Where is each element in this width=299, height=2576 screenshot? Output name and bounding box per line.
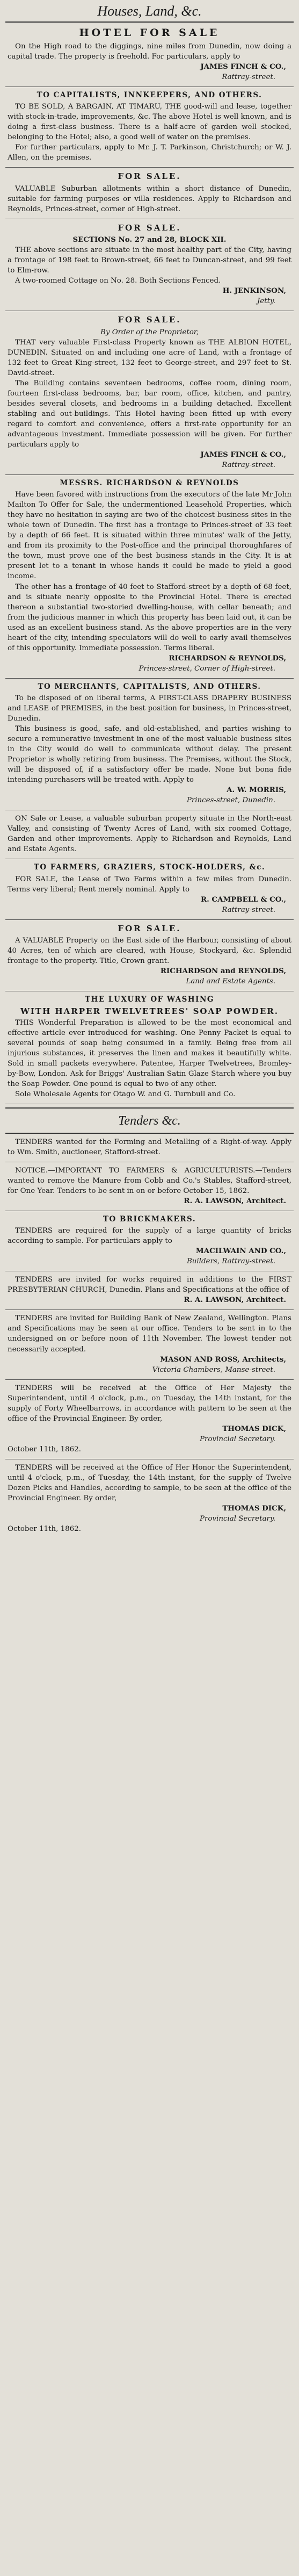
ad-body-2: This business is good, safe, and old-established, and parties wishing to secure a remunerative investment in one of the most valuable business sites in the City would do well to communicate without delay. The present Proprietor is wholly retiring from business. The Premises, without the Stock, will be disposed of, if a satisfactory offer be made. None but bona fide intending purchasers will be treated with. Apply to <box>8 725 291 785</box>
tender-body: TENDERS will be received at the Office of Her Honor the Superintendent, until 4 o'clock, p.m., of Tuesday, the 14th instant, for the supply of Twelve Dozen Picks and Handles, according to sample, to be seen at the office of the Provincial Engineer. By order, <box>8 1463 291 1502</box>
ad-body: VALUABLE Suburban allotments within a short distance of Dunedin, suitable for farming purposes or villa residences. Apply to Richardson and Reynolds, Princes-street, corner of High-street. <box>8 184 291 213</box>
tender-body: TENDERS are invited for Building Bank of New Zealand, Wellington. Plans and Specifications may be seen at our office. Tenders to be sent in to the undersigned on or before noon of 11th November. The lowest tender not necessarily accepted. <box>8 1314 291 1354</box>
ad-address: Jetty. <box>257 297 275 306</box>
tender-signature: THOMAS DICK, <box>222 1424 286 1433</box>
ad-subtitle: By Order of the Proprietor, <box>100 328 199 336</box>
ad-soap-powder <box>5 991 294 1104</box>
ad-title: MESSRS. RICHARDSON & REYNOLDS <box>60 479 239 488</box>
ad-body-2: A two-roomed Cottage on No. 28. Both Sections Fenced. <box>15 277 221 285</box>
ad-signature: RICHARDSON and REYNOLDS, <box>160 967 286 976</box>
ad-albion-hotel <box>5 311 294 475</box>
ad-body: Have been favored with instructions from the executors of the late Mr John Mailton To Offer for Sale, the undermentioned Leasehold Properties, which they have no hesitation in saying are two of the choicest business sites in the whole town of Dunedin. The first has a frontage to Princes-street of 33 feet by a depth of 66 feet. It is situated within three minutes' walk of the Jetty, and from its proximity to the Post-office and the principal thoroughfares of the town, must prove one of the best business stands in the City. It is at present let to a tenant in whose hands it could be made to yield a good income. <box>8 491 291 581</box>
ad-body: A VALUABLE Property on the East side of the Harbour, consisting of about 40 Acres, ten of which are cleared, with House, Stockyard, &c. Splendid frontage to the property. Title, Crown grant. <box>8 937 291 966</box>
ad-address: Rattray-street. <box>222 461 275 470</box>
column-heading: Houses, Land, &c. <box>5 0 294 23</box>
tender-signature: MACILWAIN AND CO., <box>195 1247 286 1256</box>
ad-body: TO BE SOLD, A BARGAIN, AT TIMARU, THE good-will and lease, together with stock-in-trade, improvements, &c. The above Hotel is well known, and is doing a first-class business. There is a half-acre of garden well stocked, belonging to the Hotel; also, a good well of water on the premises. <box>8 103 291 142</box>
ad-to-farmers <box>5 859 294 919</box>
ad-body-2: For further particulars, apply to Mr. J. T. Parkinson, Christchurch; or W. J. Allen, on the premises. <box>8 143 291 162</box>
ad-title: TO MERCHANTS, CAPITALISTS, AND OTHERS. <box>38 682 261 691</box>
ad-signature: JAMES FINCH & CO., <box>200 62 286 71</box>
ad-signature: A. W. MORRIS, <box>227 786 286 795</box>
tender-body: NOTICE.—IMPORTANT TO FARMERS & AGRICULTURISTS.—Tenders wanted to remove the Manure from Cobb and Co.'s Stables, Stafford-street, for One Year. Tenders to be sent in on or before October 15, 1862. <box>8 1166 291 1195</box>
ad-richardson-reynolds <box>5 475 294 679</box>
tender-title: TO BRICKMAKERS. <box>103 1215 196 1224</box>
ad-body: To be disposed of on liberal terms, A FIRST-CLASS DRAPERY BUSINESS and LEASE of PREMISES, in the best position for business, in Princes-street, Dunedin. <box>8 694 291 723</box>
ad-body: THE above sections are situate in the most healthy part of the City, having a frontage of 198 feet to Brown-street, 66 feet to Duncan-street, and 99 feet to Elm-row. <box>8 246 291 275</box>
tender-body: TENDERS will be received at the Office of Her Majesty the Superintendent, until 4 o'clock, p.m., on Tuesday, the 14th instant, for the supply of Forty Wheelbarrows, in accordance with pattern to be seen at the office of the Provincial Engineer. By order, <box>8 1384 291 1423</box>
ad-subtitle: SECTIONS No. 27 and 28, BLOCK XII. <box>72 235 227 244</box>
tender-date: October 11th, 1862. <box>8 1525 81 1534</box>
ad-body-2: The Building contains seventeen bedrooms, coffee room, dining room, fourteen first-class bedrooms, bar, bar room, office, kitchen, and pantry, besides several closets, and bedrooms in a building detached. Excellent stabling and out-buildings. This Hotel having been fitted up with every regard to comfort and convenience, offers a first-rate opportunity for an advantageous investment. Immediate possession will be given. For further particulars apply to <box>8 379 291 449</box>
tender-wheelbarrows <box>5 1380 294 1459</box>
ad-suburban-allotments <box>5 168 294 219</box>
tender-brickmakers <box>5 1211 294 1271</box>
tender-address: Builders, Rattray-street. <box>186 1257 275 1266</box>
tender-title-line: Provincial Secretary. <box>200 1435 275 1443</box>
tender-picks-handles <box>5 1459 294 1538</box>
ad-signature: JAMES FINCH & CO., <box>200 450 286 459</box>
tender-body: TENDERS are invited for works required in additions to the FIRST PRESBYTERIAN CHURCH, Dunedin. Plans and Specifications at the office of <box>8 1276 291 1294</box>
ad-signature: H. JENKINSON, <box>222 286 286 296</box>
tender-right-of-way <box>5 1134 294 1162</box>
ad-body: ON Sale or Lease, a valuable suburban property situate in the North-east Valley, and consisting of Twenty Acres of Land, with six roomed Cottage, Garden and other improvements. Apply to Richardson and Reynolds, Land and Estate Agents. <box>8 815 291 854</box>
tender-title-line: Provincial Secretary. <box>200 1514 275 1523</box>
ad-signature: RICHARDSON & REYNOLDS, <box>169 653 286 663</box>
ad-title: FOR SALE. <box>118 222 181 233</box>
ad-body-2: The other has a frontage of 40 feet to Stafford-street by a depth of 68 feet, and is situate nearly opposite to the Provincial Hotel. There is erected thereon a substantial two-storied dwelling-house, with cellar beneath; and from the judicious manner in which this property has been laid out, it can be used as an excellent business stand. As the above properties are in the very heart of the city, intending speculators will do well to early avail themselves of this opportunity. Immediate possession. Terms liberal. <box>8 582 291 652</box>
ad-title: FOR SALE. <box>118 315 181 325</box>
ad-to-capitalists <box>5 87 294 168</box>
tender-manure-removal <box>5 1162 294 1211</box>
ad-address: Princes-street, Dunedin. <box>186 796 275 805</box>
ad-on-sale-or-lease <box>5 810 294 859</box>
tender-signature: R. A. LAWSON, Architect. <box>184 1296 286 1305</box>
ad-title: FOR SALE. <box>118 171 181 182</box>
ad-sections-block-xii <box>5 219 294 312</box>
ad-address: Princes-street, Corner of High-street. <box>138 664 275 673</box>
tender-date: October 11th, 1862. <box>8 1445 81 1454</box>
ad-east-harbour-property <box>5 920 294 991</box>
ad-title: THE LUXURY OF WASHING <box>85 995 214 1004</box>
ad-body: THAT very valuable First-class Property known as THE ALBION HOTEL, DUNEDIN. Situated on and including one acre of Land, with a frontage of 132 feet to Great King-street, 132 feet to George-street, and 297 feet to St. David-street. <box>8 338 291 377</box>
ad-title: TO FARMERS, GRAZIERS, STOCK-HOLDERS, &c. <box>33 863 266 872</box>
ad-to-merchants <box>5 679 294 811</box>
tender-body: TENDERS wanted for the Forming and Metalling of a Right-of-way. Apply to Wm. Smith, auctioneer, Stafford-street. <box>8 1138 291 1156</box>
tender-body: TENDERS are required for the supply of a large quantity of bricks according to sample. For particulars apply to <box>8 1227 291 1246</box>
tender-address: Victoria Chambers, Manse-street. <box>152 1365 275 1374</box>
ad-address: Rattray-street. <box>222 73 275 82</box>
ad-subtitle: WITH HARPER TWELVETREES' SOAP POWDER. <box>20 1006 279 1017</box>
ad-address: Land and Estate Agents. <box>186 977 275 986</box>
ad-body: THIS Wonderful Preparation is allowed to be the most economical and effective article ever introduced for washing. One Penny Packet is equal to several pounds of soap being consumed in a family. Being free from all injurious substances, it preserves the linen and makes it beautifully white. Sold in small packets everywhere. Patentee, Harper Twelvetrees, Bromley-by-Bow, London. Ask for Briggs' Australian Satin Glaze Starch where you buy the Soap Powder. One pound is equal to two of any other. <box>8 1018 291 1088</box>
tender-signature: MASON AND ROSS, Architects, <box>160 1355 286 1364</box>
ad-body: On the High road to the diggings, nine miles from Dunedin, now doing a capital trade. The property is freehold. For particulars, apply to <box>8 42 291 61</box>
tender-signature: THOMAS DICK, <box>222 1503 286 1513</box>
ad-body-2: Sole Wholesale Agents for Otago W. and G. Turnbull and Co. <box>15 1090 236 1098</box>
tender-bank-of-new-zealand <box>5 1310 294 1379</box>
section-heading-tenders: Tenders &c. <box>5 1107 294 1134</box>
tender-signature: R. A. LAWSON, Architect. <box>184 1197 286 1206</box>
ad-address: Rattray-street. <box>222 905 275 914</box>
ad-hotel-for-sale <box>5 23 294 87</box>
ad-title: TO CAPITALISTS, INNKEEPERS, AND OTHERS. <box>37 91 262 100</box>
ad-body: FOR SALE, the Lease of Two Farms within a few miles from Dunedin. Terms very liberal; Rent merely nominal. Apply to <box>8 875 291 894</box>
ad-title: HOTEL FOR SALE <box>79 27 220 39</box>
ad-signature: R. CAMPBELL & CO., <box>200 895 286 904</box>
ad-title: FOR SALE. <box>118 923 181 933</box>
tender-presbyterian-church <box>5 1271 294 1310</box>
